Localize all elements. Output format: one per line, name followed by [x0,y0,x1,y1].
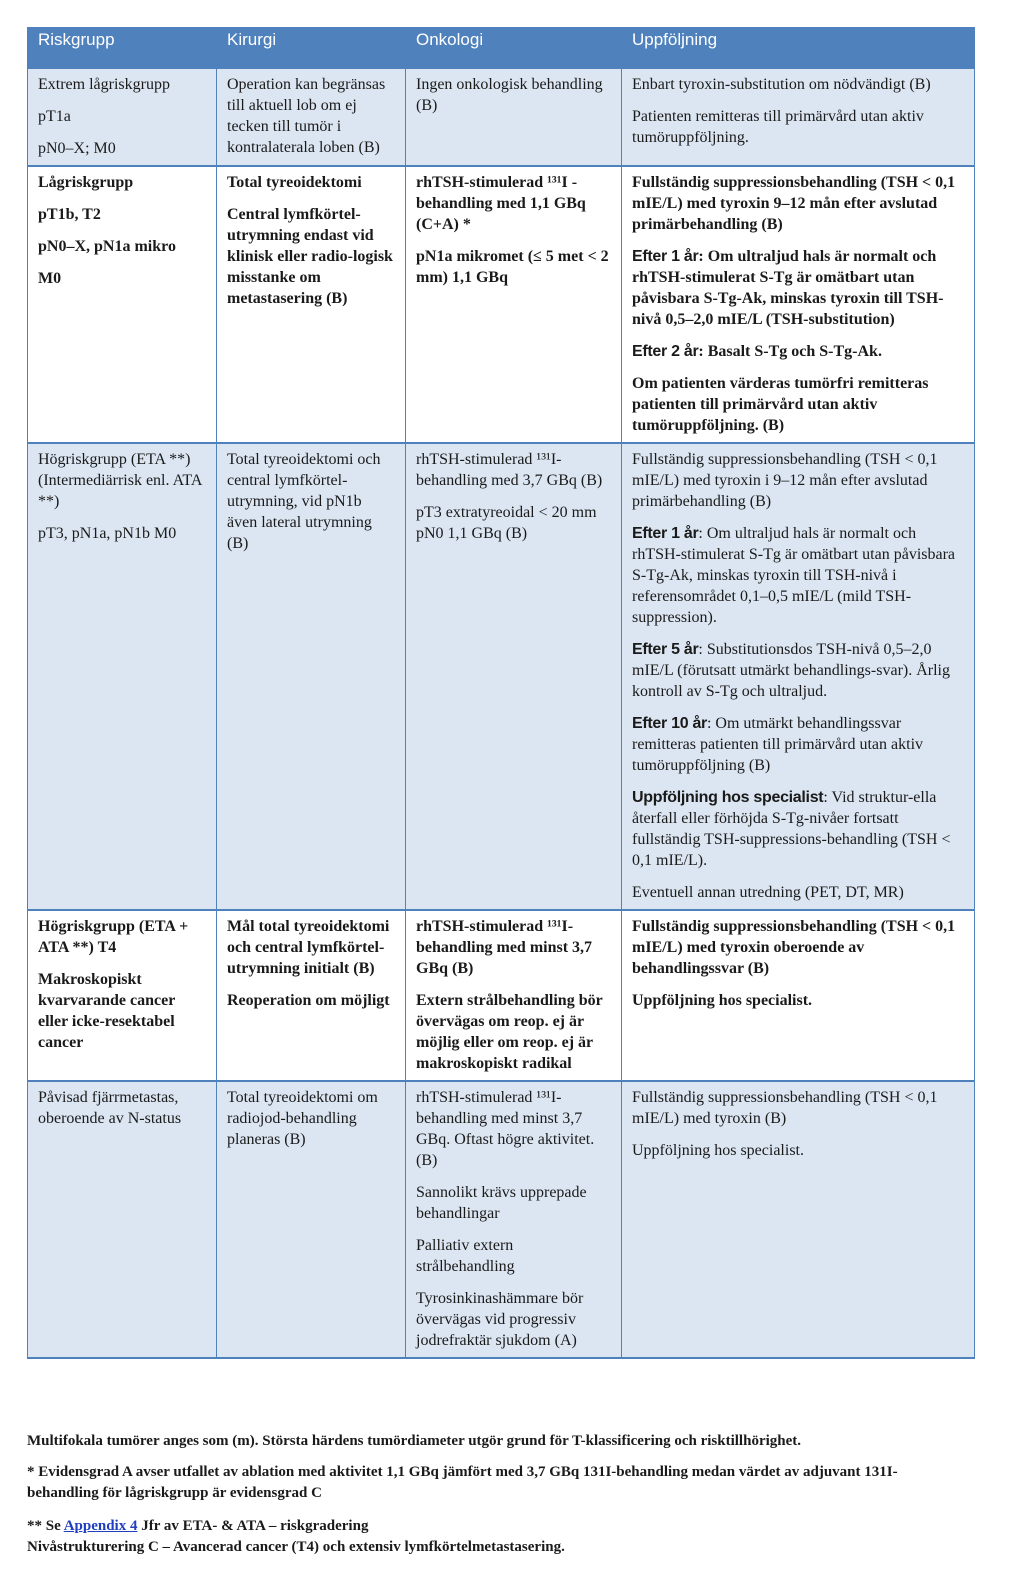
followup-text: : Om ultraljud hals är normalt och rhTSH-stimulerat S-Tg är omätbart utan påvisbara S-Tg-Ak, minskas tyroxin till TSH-nivå i referensområdet 0,1–0,5 mIE/L (mild TSH-suppression). [632,525,956,626]
followup-text: : Substitutionsdos TSH-nivå 0,5–2,0 mIE/L (förutsatt utmärkt behandlings-svar). Årlig kontroll av S-Tg och ultraljud. [632,641,950,700]
cell-paragraph: pT1b, T2 [38,206,101,223]
cell-paragraph [632,373,964,436]
note-appendix-suffix: Jfr av ETA- & ATA – riskgradering [137,1518,369,1534]
cell-paragraph: pN0–X; M0 [38,140,116,157]
cell-kirurgi [217,166,406,443]
cell-paragraph: Total tyreoidektomi och central lymfkörtel-utrymning, vid pN1b även lateral utrymning (B) [227,451,381,552]
table-row [28,69,975,167]
table-body [28,69,975,1359]
cell-paragraph: Makroskopiskt kvarvarande cancer eller icke-resektabel cancer [38,971,176,1051]
cell-paragraph [632,449,964,512]
header-riskgrupp: Riskgrupp [28,28,217,69]
note-appendix-prefix: ** Se [27,1518,64,1534]
followup-text: Fullständig suppressionsbehandling (TSH < 0,1 mIE/L) med tyroxin (B) [632,1089,938,1127]
cell-onkologi [406,69,622,167]
header-uppfoljning: Uppföljning [622,28,975,69]
followup-label: Efter 1 år [632,248,699,265]
cell-paragraph [632,639,964,702]
followup-label: Efter 1 år [632,525,699,542]
followup-label: Uppföljning hos specialist [632,789,824,806]
cell-riskgrupp [28,910,217,1081]
cell-kirurgi [217,69,406,167]
cell-kirurgi [217,443,406,910]
note-evidence-line1: * Evidensgrad A avser utfallet av ablation med aktivitet 1,1 GBq jämfört med 3,7 GBq 131I-behandling medan värdet av adjuvant 131I- [27,1464,898,1480]
followup-text: Eventuell annan utredning (PET, DT, MR) [632,884,904,901]
note-appendix [27,1516,1017,1558]
cell-paragraph [632,523,964,628]
cell-paragraph: Total tyreoidektomi om radiojod-behandling planeras (B) [227,1089,378,1148]
cell-paragraph [632,246,964,330]
cell-paragraph: pT1a [38,108,71,125]
table-header-row [28,28,975,69]
cell-paragraph: Högriskgrupp (ETA **) (Intermediärrisk enl. ATA **) [38,451,202,510]
cell-paragraph: Högriskgrupp (ETA + ATA **) T4 [38,918,189,956]
cell-paragraph: Sannolikt krävs upprepade behandlingar [416,1184,587,1222]
header-onkologi: Onkologi [406,28,622,69]
followup-text: : Om utmärkt behandlingssvar remitteras patienten till primärvård utan aktiv tumöruppföljning (B) [632,715,924,774]
cell-paragraph [632,713,964,776]
cell-paragraph [632,882,964,903]
followup-text: : Basalt S-Tg och S-Tg-Ak. [698,343,882,360]
cell-onkologi [406,443,622,910]
cell-riskgrupp [28,166,217,443]
risk-table [27,27,975,1359]
followup-label: Efter 10 år [632,715,707,732]
cell-paragraph: rhTSH-stimulerad ¹³¹I -behandling med 1,1 GBq (C+A) * [416,174,586,233]
table-row [28,443,975,910]
followup-text: Fullständig suppressionsbehandling (TSH < 0,1 mIE/L) med tyroxin oberoende av behandlingssvar (B) [632,918,956,977]
cell-paragraph [632,172,964,235]
cell-kirurgi [217,910,406,1081]
table-row [28,910,975,1081]
cell-paragraph [632,990,964,1011]
followup-text: : Vid struktur-ella återfall eller förhöjda S-Tg-nivåer fortsatt fullständig TSH-suppressions-behandling (TSH < 0,1 mIE/L). [632,789,951,869]
table-row [28,166,975,443]
followup-text: Fullständig suppressionsbehandling (TSH < 0,1 mIE/L) med tyroxin 9–12 mån efter avslutad primärbehandling (B) [632,174,956,233]
cell-paragraph: Operation kan begränsas till aktuell lob om ej tecken till tumör i kontralaterala loben (B) [227,76,386,156]
note-evidence-line2: behandling för lågriskgrupp är evidensgrad C [27,1485,322,1501]
cell-paragraph: Reoperation om möjligt [227,992,390,1009]
followup-label: Efter 2 år [632,343,699,360]
cell-paragraph: pT3, pN1a, pN1b M0 [38,525,177,542]
cell-paragraph [632,1140,964,1161]
cell-paragraph: pN0–X, pN1a mikro [38,238,176,255]
cell-paragraph: pT3 extratyreoidal < 20 mm pN0 1,1 GBq (B) [416,504,597,542]
cell-paragraph: Påvisad fjärrmetastas, oberoende av N-status [38,1089,182,1127]
cell-paragraph: Mål total tyreoidektomi och central lymfkörtel-utrymning initialt (B) [227,918,390,977]
followup-text: Om patienten värderas tumörfri remitteras patienten till primärvård utan aktiv tumöruppföljning. (B) [632,375,929,434]
cell-paragraph: pN1a mikromet (≤ 5 met < 2 mm) 1,1 GBq [416,248,609,286]
note-nivastrukturering: Nivåstrukturering C – Avancerad cancer (T4) och extensiv lymfkörtelmetastasering. [27,1539,565,1555]
header-kirurgi: Kirurgi [217,28,406,69]
cell-riskgrupp [28,69,217,167]
cell-paragraph [632,787,964,871]
cell-paragraph: Lågriskgrupp [38,174,134,191]
table-row [28,1081,975,1358]
cell-onkologi [406,166,622,443]
cell-paragraph: Extrem lågriskgrupp [38,76,170,93]
note-evidence [27,1462,1017,1504]
cell-paragraph: Palliativ extern strålbehandling [416,1237,515,1275]
followup-label: Efter 5 år [632,641,699,658]
cell-paragraph: Total tyreoidektomi [227,174,362,191]
footnotes [27,1431,1017,1558]
cell-paragraph [632,341,964,362]
followup-text: Uppföljning hos specialist. [632,992,813,1009]
followup-text: Enbart tyroxin-substitution om nödvändigt (B) [632,76,931,93]
cell-paragraph: Tyrosinkinashämmare bör övervägas vid progressiv jodrefraktär sjukdom (A) [416,1290,584,1349]
cell-paragraph: Central lymfkörtel-utrymning endast vid klinisk eller radio-logisk misstanke om metastasering (B) [227,206,393,307]
cell-kirurgi [217,1081,406,1358]
cell-paragraph [632,916,964,979]
cell-paragraph: rhTSH-stimulerad ¹³¹I-behandling med 3,7 GBq (B) [416,451,603,489]
cell-paragraph: rhTSH-stimulerad ¹³¹I-behandling med minst 3,7 GBq. Oftast högre aktivitet. (B) [416,1089,595,1169]
cell-uppfoljning [622,910,975,1081]
appendix-4-link[interactable]: Appendix 4 [63,1518,138,1534]
cell-riskgrupp [28,1081,217,1358]
cell-paragraph [632,1087,964,1129]
cell-paragraph: M0 [38,270,62,287]
cell-onkologi [406,910,622,1081]
cell-uppfoljning [622,69,975,167]
cell-paragraph [632,74,964,95]
cell-uppfoljning [622,1081,975,1358]
followup-text: Fullständig suppressionsbehandling (TSH < 0,1 mIE/L) med tyroxin i 9–12 mån efter avslutad primärbehandling (B) [632,451,938,510]
cell-paragraph: rhTSH-stimulerad ¹³¹I-behandling med minst 3,7 GBq (B) [416,918,593,977]
cell-onkologi [406,1081,622,1358]
cell-paragraph: Ingen onkologisk behandling (B) [416,76,603,114]
followup-text: Uppföljning hos specialist. [632,1142,804,1159]
followup-text: Patienten remitteras till primärvård utan aktiv tumöruppföljning. [632,108,924,146]
followup-text: : Om ultraljud hals är normalt och rhTSH-stimulerat S-Tg är omätbart utan påvisbara S-Tg-Ak, minskas tyroxin till TSH-nivå 0,5–2,0 mIE/L (TSH-substitution) [632,248,944,328]
cell-paragraph: Extern strålbehandling bör övervägas om reop. ej är möjlig eller om reop. ej är makroskopiskt radikal [416,992,603,1072]
note-multifocal: Multifokala tumörer anges som (m). Största härdens tumördiameter utgör grund för T-klassificering och risktillhörighet. [27,1433,802,1449]
cell-uppfoljning [622,443,975,910]
cell-riskgrupp [28,443,217,910]
cell-paragraph [632,106,964,148]
cell-uppfoljning [622,166,975,443]
